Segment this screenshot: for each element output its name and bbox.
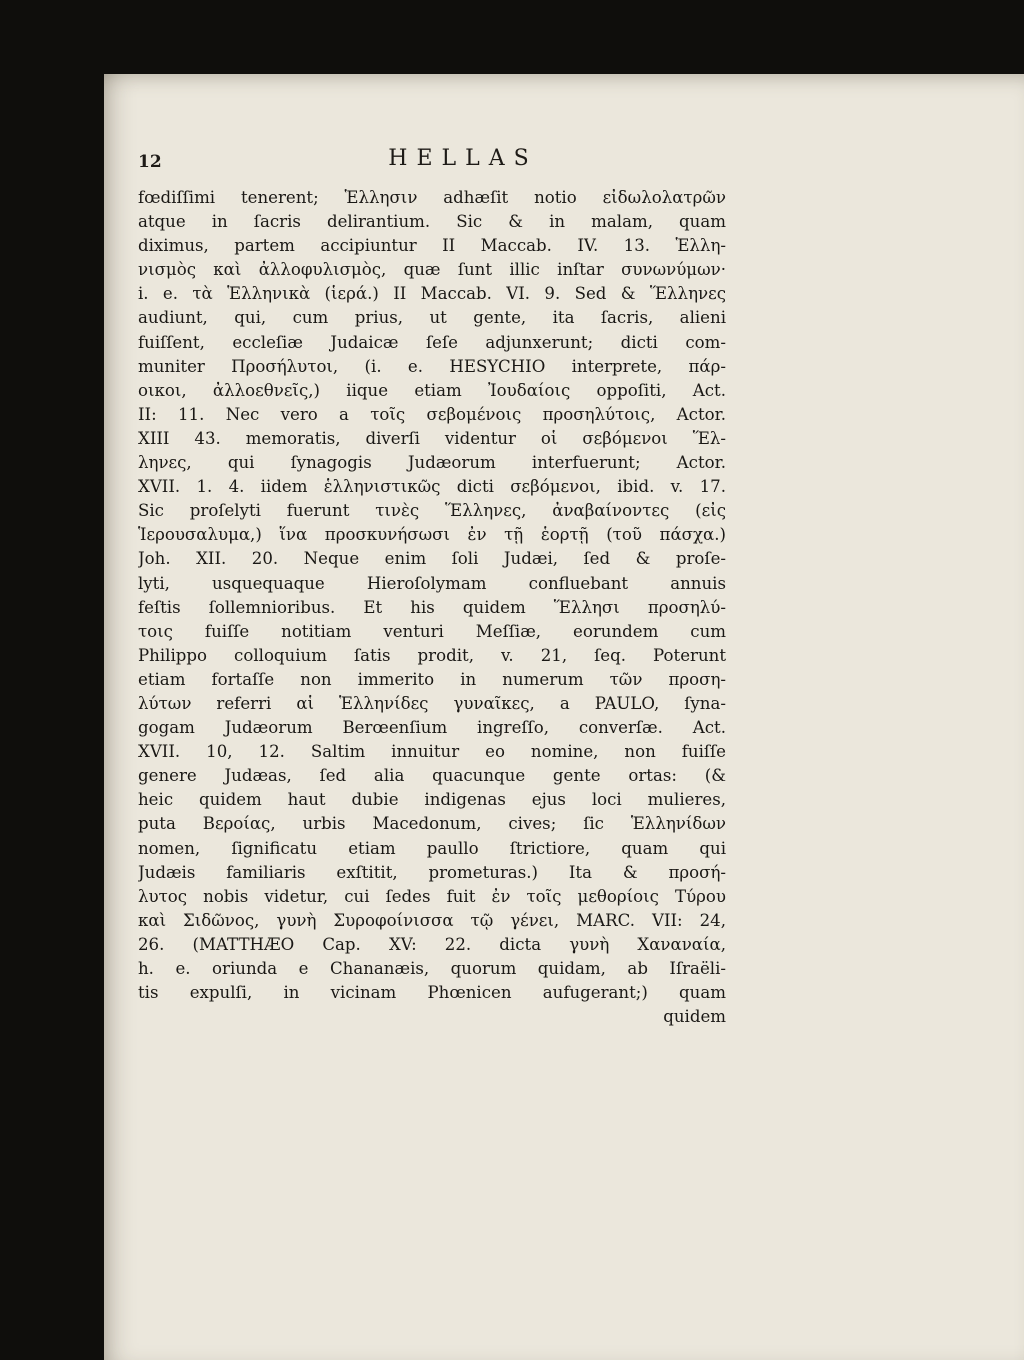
text-line: muniter Προσήλυτοι, (i. e. HESYCHIO interprete, πάρ- bbox=[138, 356, 726, 376]
text-line: diximus, partem accipiuntur II Maccab. IV. 13. Ἑλλη- bbox=[138, 236, 726, 256]
book-page bbox=[104, 74, 1024, 1360]
text-line: Ἱερουσαλυμα,) ἵνα προσκυνήσωσι ἐν τῇ ἑορτῇ (τοῦ πάσχα.) bbox=[138, 525, 726, 545]
text-line: II: 11. Nec vero a τοῖς σεβομένοις προσηλύτοις, Actor. bbox=[138, 404, 726, 424]
text-line: gogam Judæorum Berœenſium ingreſſo, converſæ. Act. bbox=[138, 718, 726, 738]
text-line: λύτων referri αἱ Ἑλληνίδες γυναῖκες, a PAULO, ſyna- bbox=[138, 693, 726, 713]
text-line: Judæis familiaris exſtitit, prometuras.) Ita & προσή- bbox=[138, 862, 726, 882]
page-header bbox=[138, 146, 748, 174]
text-line: Philippo colloquium ſatis prodit, v. 21, ſeq. Poterunt bbox=[138, 645, 726, 665]
text-line: ληνες, qui ſynagogis Judæorum interfuerunt; Actor. bbox=[138, 453, 726, 473]
text-line: νισμὸς καὶ ἀλλοφυλισμὸς, quæ ſunt illic inſtar συνωνύμων· bbox=[138, 260, 726, 280]
body-text bbox=[138, 186, 726, 1029]
text-line: etiam fortaſſe non immerito in numerum τῶν προση- bbox=[138, 669, 726, 689]
text-line: lyti, usquequaque Hieroſolymam confluebant annuis bbox=[138, 573, 726, 593]
text-line: feſtis ſollemnioribus. Et his quidem Ἕλλησι προσηλύ- bbox=[138, 597, 726, 617]
running-head: HELLAS bbox=[388, 146, 538, 171]
text-line: genere Judæas, ſed alia quacunque gente ortas: (& bbox=[138, 766, 726, 786]
text-line: τοις fuiſſe notitiam venturi Meſſiæ, eorundem cum bbox=[138, 621, 726, 641]
text-line: λυτος nobis videtur, cui ſedes fuit ἐν τοῖς μεθορίοις Τύρου bbox=[138, 886, 726, 906]
text-line: καὶ Σιδῶνος, γυνὴ Συροφοίνισσα τῷ γένει, MARC. VII: 24, bbox=[138, 910, 726, 930]
text-line: i. e. τὰ Ἑλληνικὰ (ἱερά.) II Maccab. VI. 9. Sed & Ἕλληνες bbox=[138, 284, 726, 304]
text-line: XVII. 1. 4. iidem ἑλληνιστικῶς dicti σεβόμενοι, ibid. v. 17. bbox=[138, 477, 726, 497]
text-line: fuiſſent, eccleſiæ Judaicæ ſeſe adjunxerunt; dicti com- bbox=[138, 332, 726, 352]
text-line: h. e. oriunda e Chananæis, quorum quidam, ab Iſraëli- bbox=[138, 959, 726, 978]
text-line: heic quidem haut dubie indigenas ejus loci mulieres, bbox=[138, 790, 726, 810]
text-line: fœdiſſimi tenerent; Ἑλλησιν adhæſit notio εἰδωλολατρῶν bbox=[138, 188, 726, 207]
text-line: XIII 43. memoratis, diverſi videntur οἱ σεβόμενοι Ἕλ- bbox=[138, 428, 726, 448]
text-line: Sic proſelyti fuerunt τινὲς Ἕλληνες, ἀναβαίνοντες (εἰς bbox=[138, 501, 726, 521]
text-line: audiunt, qui, cum prius, ut gente, ita ſacris, alieni bbox=[138, 308, 726, 328]
text-line: οικοι, ἀλλοεθνεῖς,) iique etiam Ἰουδαίοις oppoſiti, Act. bbox=[138, 380, 726, 400]
text-line: 26. (MATTHÆO Cap. XV: 22. dicta γυνὴ Χαναναία, bbox=[138, 934, 726, 954]
text-line: Joh. XII. 20. Neque enim ſoli Judæi, ſed & proſe- bbox=[138, 549, 726, 569]
text-line: puta Βεροίας, urbis Macedonum, cives; ſic Ἑλληνίδων bbox=[138, 814, 726, 834]
text-line: atque in ſacris delirantium. Sic & in malam, quam bbox=[138, 212, 726, 232]
page-number: 12 bbox=[138, 152, 162, 172]
text-line: nomen, ſignificatu etiam paullo ſtrictiore, quam qui bbox=[138, 838, 726, 858]
text-line: tis expulſi, in vicinam Phœnicen aufugerant;) quam bbox=[138, 983, 726, 1003]
text-line: XVII. 10, 12. Saltim innuitur eo nomine, non fuiſſe bbox=[138, 742, 726, 762]
catchword: quidem bbox=[663, 1007, 726, 1027]
